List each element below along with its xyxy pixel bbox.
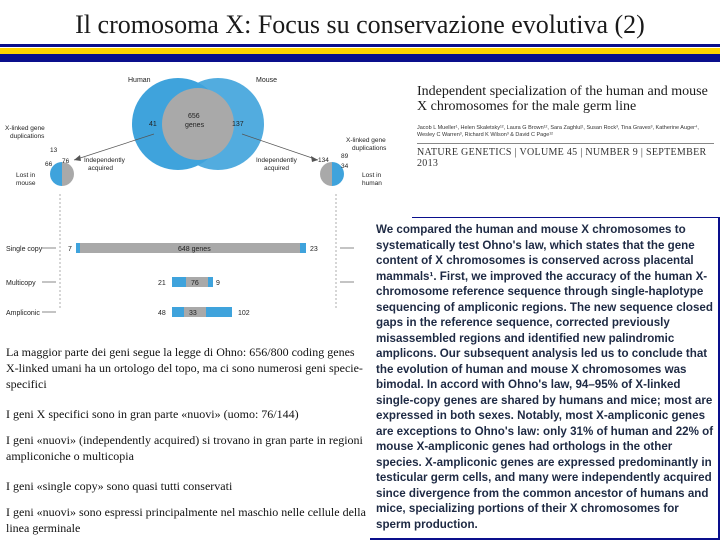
abstract-text: We compared the human and mouse X chromosomes to systematically test Ohno's law, which states that the gene content of X chromosomes is conserved across placental mammals¹. First, we improved the accuracy of the human X-chromosome reference sequence through single-haplotype sequencing of ampliconic regions. The new sequence closed gaps in the reference sequence, corrected previously misassembled regions and identified new palindromic amplicons. Our subsequent analysis led us to conclude that the evolution of human and mouse X chromosomes was bimodal. In accord with Ohno's law, 94–95% of X-linked single-copy genes are shared by humans and mice; most are expressed in both sexes. Notably, most X-ampliconic genes are exceptions to Ohno's law: only 31% of human and 22% of mouse X-ampliconic genes had orthologs in the other species. X-ampliconic genes are expressed predominantly in testicular germ cells, and many were independently acquired since divergence from the common ancestor of humans and mice, specializing portions of their X chromosomes for sperm production. [376, 223, 714, 531]
center-genes: genes [185, 122, 205, 129]
left-small-2: 66 [45, 161, 53, 168]
ampli-right-seg [206, 307, 232, 317]
left-pie-grey [62, 162, 74, 186]
right-lost-1: Lost in [362, 172, 382, 179]
right-small-1: 134 [318, 157, 329, 164]
right-dup-2: duplications [352, 145, 387, 152]
right-small-3: 34 [341, 163, 349, 170]
slide-title-bar [0, 0, 720, 50]
center-count: 656 [188, 113, 200, 120]
left-indep-1: Independently [84, 157, 125, 164]
multi-left-seg [172, 277, 186, 287]
ampli-left: 48 [158, 310, 166, 317]
paper-title: Independent specialization of the human and mouse X chromosomes for the male germ line [417, 84, 708, 114]
left-dup-1: X-linked gene [5, 125, 45, 132]
right-small-2: 89 [341, 153, 349, 160]
right-dup-1: X-linked gene [346, 137, 386, 144]
right-pie-grey [320, 162, 332, 186]
right-lost-2: human [362, 180, 382, 187]
single-left-seg [76, 243, 80, 253]
left-small-3: 76 [62, 158, 70, 165]
ampli-center: 33 [189, 310, 197, 317]
left-small-1: 13 [50, 147, 58, 154]
note-1: La maggior parte dei geni segue la legge di Ohno: 656/800 coding genes X-linked umani ha un ortologo del topo, ma ci sono numerosi geni specie-specifici [6, 345, 363, 391]
right-count: 137 [232, 121, 244, 128]
paper-journal: NATURE GENETICS | VOLUME 45 | NUMBER 9 | SEPTEMBER 2013 [417, 147, 707, 169]
single-center: 648 genes [178, 246, 211, 253]
left-lost-1: Lost in [16, 172, 36, 179]
ampli-label: Ampliconic [6, 310, 40, 317]
paper-divider [417, 143, 714, 144]
single-right: 23 [310, 246, 318, 253]
multi-right-seg [208, 277, 213, 287]
note-5: I geni «nuovi» sono espressi principalmente nel maschio nelle cellule della linea germinale [6, 505, 366, 535]
title-rule-blue [0, 44, 720, 47]
left-count: 41 [149, 121, 157, 128]
single-label: Single copy [6, 246, 43, 253]
venn-figure [0, 62, 412, 324]
left-indep-2: acquired [88, 165, 113, 172]
multi-right: 9 [216, 280, 220, 287]
right-indep-1: Independently [256, 157, 297, 164]
slide-title: Il cromosoma X: Focus su conservazione evolutiva (2) [75, 10, 645, 39]
note-4: I geni «single copy» sono quasi tutti conservati [6, 479, 233, 493]
multi-left: 21 [158, 280, 166, 287]
human-label: Human [128, 77, 151, 84]
mouse-label: Mouse [256, 77, 278, 84]
note-2: I geni X specifici sono in gran parte «nuovi» (uomo: 76/144) [6, 407, 299, 421]
title-rule-yellow [0, 48, 720, 54]
left-arrow-head [74, 155, 81, 161]
right-indep-2: acquired [264, 165, 289, 172]
ampli-left-seg [172, 307, 184, 317]
paper-authors: Jacob L Mueller¹, Helen Skaletsky¹², Laura G Brown¹², Sara Zaghlul¹, Susan Rock³, Tina Graves³, Katherine Auger⁴, Wesley C Warren³, Richard K Wilson³ & David C Page¹² [417, 125, 699, 138]
multi-label: Multicopy [6, 280, 36, 287]
single-left: 7 [68, 246, 72, 253]
single-right-seg [300, 243, 306, 253]
left-lost-2: mouse [16, 180, 36, 187]
left-dup-2: duplications [10, 133, 45, 140]
note-3: I geni «nuovi» (independently acquired) si trovano in gran parte in regioni ampliconiche o multicopia [6, 433, 363, 463]
right-arrow-head [311, 156, 318, 162]
multi-center: 76 [191, 280, 199, 287]
ampli-right: 102 [238, 310, 250, 317]
